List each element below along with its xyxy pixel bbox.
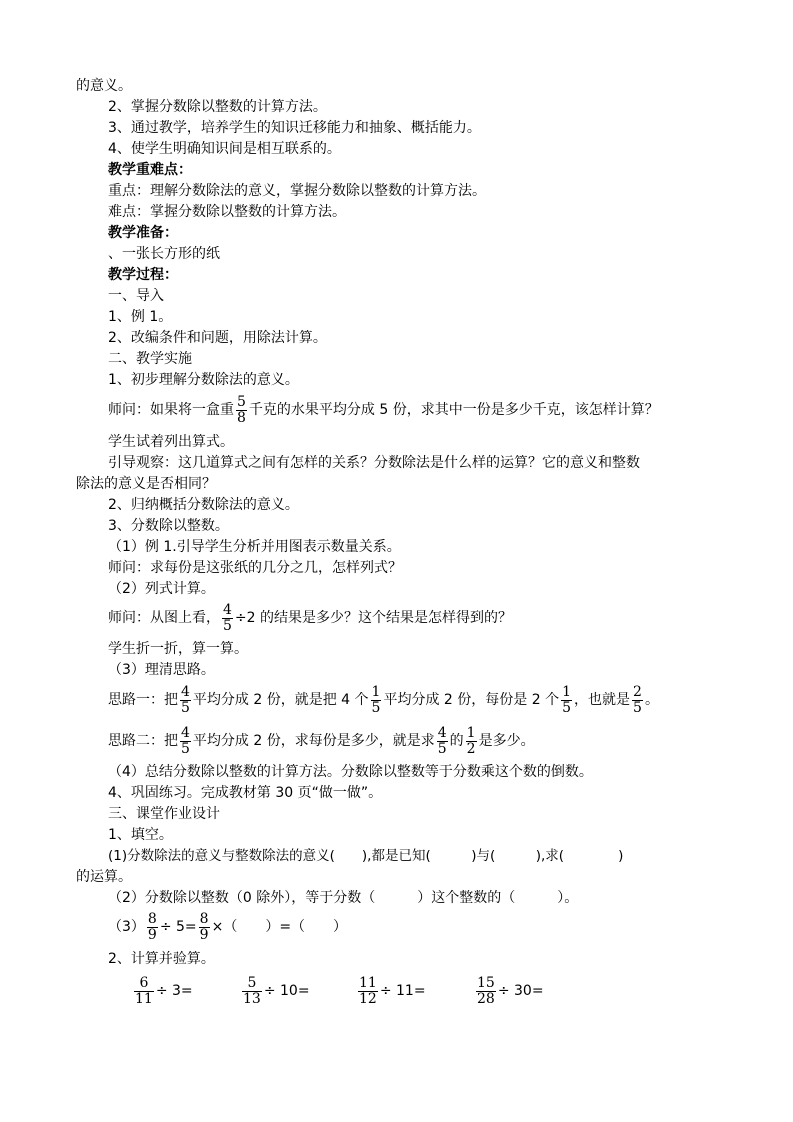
text-line-with-fraction: （3） $\frac{8}{9}$ ÷ 5= $\frac{8}{9}$ ×（ ）=（ ）: [108, 910, 348, 943]
text-line: 一、导入: [108, 288, 164, 304]
fraction: $\frac{1}{5}$: [371, 683, 381, 716]
fraction: $\frac{1}{2}$: [466, 724, 476, 757]
text-line: 学生折一折，算一算。: [108, 641, 248, 657]
text-line: 2、掌握分数除以整数的计算方法。: [108, 99, 327, 115]
text-line: 引导观察：这几道算式之间有怎样的关系？分数除法是什么样的运算？它的意义和整数: [108, 455, 640, 471]
text-line: （4）总结分数除以整数的计算方法。分数除以整数等于分数乘这个数的倒数。: [108, 764, 593, 780]
text-line: （3）理清思路。: [108, 662, 215, 678]
text-line: 1、例 1。: [108, 309, 173, 325]
text-line: 3、通过教学，培养学生的知识迁移能力和抽象、概括能力。: [108, 120, 481, 136]
fraction: $\frac{4}{5}$: [223, 601, 232, 634]
text-line: 1、初步理解分数除法的意义。: [108, 372, 299, 388]
text-line: 的运算。: [76, 869, 132, 885]
fraction: $\frac{8}{9}$: [147, 910, 157, 943]
text-line: 二、教学实施: [108, 351, 192, 367]
text-line-with-fraction: 思路二：把 $\frac{4}{5}$ 平均分成 2 份，求每份是多少，就是求 $\frac{4}{5}$ 的 $\frac{1}{2}$ 是多少。: [108, 724, 535, 757]
text-line: 、一张长方形的纸: [108, 246, 220, 262]
text-line: （2）分数除以整数（0 除外），等于分数（ ）这个整数的（ ）。: [108, 890, 579, 906]
text-line: 难点：掌握分数除以整数的计算方法。: [108, 204, 346, 220]
fraction: $\frac{11}{12}$: [359, 974, 377, 1007]
exercise-item: $\frac{6}{11}$ ÷ 3=: [135, 974, 193, 1007]
fraction: $\frac{4}{5}$: [437, 724, 447, 757]
fraction: $\frac{5}{8}$: [237, 393, 246, 426]
fraction: $\frac{5}{13}$: [243, 974, 261, 1007]
section-heading: 教学过程：: [108, 267, 178, 283]
fraction: $\frac{15}{28}$: [477, 974, 495, 1007]
text-line: 3、分数除以整数。: [108, 518, 229, 534]
exercise-item: $\frac{11}{12}$ ÷ 11=: [359, 974, 426, 1007]
fraction: $\frac{2}{5}$: [633, 683, 642, 716]
fraction: $\frac{4}{5}$: [181, 724, 190, 757]
fraction: $\frac{1}{5}$: [562, 683, 572, 716]
text-line: (1)分数除法的意义与整数除法的意义( ),都是已知( )与( ),求( ): [108, 848, 624, 864]
text-line: （1）例 1.引导学生分析并用图表示数量关系。: [108, 539, 401, 555]
text-line: 2、归纳概括分数除法的意义。: [108, 497, 299, 513]
text-line-with-fraction: 师问：如果将一盒重 $\frac{5}{8}$ 千克的水果平均分成 5 份，求其中一份是多少千克，该怎样计算？: [108, 393, 659, 426]
fraction: $\frac{4}{5}$: [181, 683, 190, 716]
text-line: 学生试着列出算式。: [108, 434, 234, 450]
section-heading: 教学重难点：: [108, 162, 192, 178]
text-line: 的意义。: [76, 78, 132, 94]
exercise-item: $\frac{5}{13}$ ÷ 10=: [243, 974, 310, 1007]
text-line-with-fraction: 思路一：把 $\frac{4}{5}$ 平均分成 2 份，就是把 4 个 $\frac{1}{5}$ 平均分成 2 份，每份是 2 个 $\frac{1}{5}$ ，也就是 $\frac{2}{5}$ 。: [108, 683, 659, 716]
text-line: 师问：求每份是这张纸的几分之几，怎样列式？: [108, 560, 402, 576]
fraction: $\frac{6}{11}$: [135, 974, 153, 1007]
text-line: 三、课堂作业设计: [108, 806, 220, 822]
text-line: （2）列式计算。: [108, 581, 215, 597]
text-line-with-fraction: 师问：从图上看， $\frac{4}{5}$ ÷2 的结果是多少？这个结果是怎样得到的？: [108, 601, 513, 634]
text-line: 1、填空。: [108, 827, 173, 843]
section-heading: 教学准备：: [108, 225, 178, 241]
text-line: 4、使学生明确知识间是相互联系的。: [108, 141, 341, 157]
text-line: 除法的意义是否相同？: [76, 476, 216, 492]
fraction: $\frac{8}{9}$: [199, 910, 209, 943]
text-line: 重点：理解分数除法的意义，掌握分数除以整数的计算方法。: [108, 183, 486, 199]
text-line: 4、巩固练习。完成教材第 30 页“做一做”。: [108, 785, 383, 801]
text-line: 2、改编条件和问题，用除法计算。: [108, 330, 327, 346]
exercise-item: $\frac{15}{28}$ ÷ 30=: [477, 974, 544, 1007]
text-line: 2、计算并验算。: [108, 951, 215, 967]
